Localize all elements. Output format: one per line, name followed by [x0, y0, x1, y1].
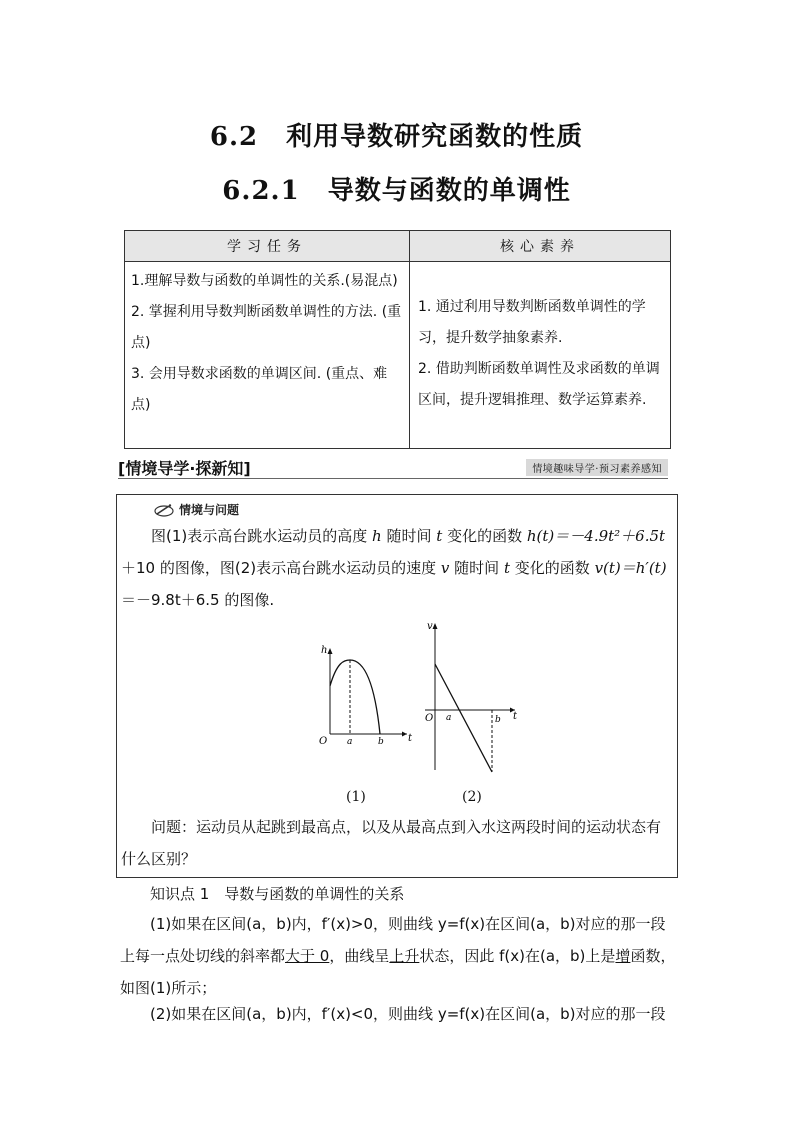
- p1-text: 状态，因此 f(x)在(a，b)上是: [419, 947, 616, 965]
- literacy-cell: [410, 262, 671, 449]
- p1-text: ，曲线呈: [329, 947, 390, 965]
- section-header-title: [情境导学·探新知]: [118, 459, 251, 478]
- blank-answer: 上升: [389, 947, 420, 965]
- section-number: 6.2: [209, 122, 259, 152]
- tasks-cell: [125, 262, 410, 449]
- graph1-caption: (1): [346, 789, 366, 805]
- intro-text: 随时间: [386, 527, 432, 545]
- intro-text: ＋10 的图像，图(2)表示高台跳水运动员的速度: [121, 559, 437, 577]
- var-t: t: [436, 527, 443, 545]
- pencil-cloud-icon: [153, 503, 175, 517]
- scenario-heading: [153, 501, 239, 518]
- v-function: v(t)＝h′(t): [594, 559, 667, 577]
- var-v: v: [440, 559, 450, 577]
- task-item: 3. 会用导数求函数的单调区间. (重点、难点): [131, 366, 388, 413]
- learning-goals-table: [124, 230, 671, 449]
- scenario-intro: [121, 520, 673, 616]
- graph1-label-o: O: [319, 736, 328, 747]
- knowledge-paragraph-2: [120, 998, 676, 1030]
- section-title: [0, 116, 793, 153]
- intro-text: 变化的函数: [447, 527, 523, 545]
- scenario-question: [121, 811, 673, 875]
- p1-text: (1)如果在区间(a，b)内，f′(x)>0，则曲线 y=f(x)在区间(a，b)对应的那一段上每一点处切线的斜率都: [120, 915, 666, 965]
- subsection-number: 6.2.1: [222, 176, 300, 206]
- height-curve: [330, 660, 380, 734]
- velocity-graph: [417, 622, 527, 777]
- graph1-label-b: b: [378, 737, 384, 747]
- knowledge-heading: [120, 878, 676, 910]
- question-text: 问题：运动员从起跳到最高点，以及从最高点到入水这两段时间的运动状态有什么区别？: [121, 818, 662, 868]
- task-item: 1.理解导数与函数的单调性的关系.(易混点): [131, 273, 398, 289]
- p2-text: (2)如果在区间(a，b)内，f′(x)<0，则曲线 y=f(x)在区间(a，b)对应的那一段: [150, 1005, 666, 1023]
- subsection-title-text: 导数与函数的单调性: [327, 176, 571, 206]
- intro-text: 图(1)表示高台跳水运动员的高度: [151, 527, 368, 545]
- scenario-box: [116, 494, 678, 878]
- section-header: [118, 456, 668, 479]
- var-h: h: [372, 527, 382, 545]
- literacy-item: 1. 通过利用导数判断函数单调性的学习，提升数学抽象素养.: [418, 299, 646, 346]
- graph1-label-t: t: [408, 733, 413, 744]
- blank-answer: 大于 0: [285, 947, 330, 965]
- graph2-label-o: O: [425, 713, 434, 724]
- graph2-label-v: v: [427, 621, 433, 632]
- graph2-caption: (2): [462, 789, 482, 805]
- intro-text: 随时间: [454, 559, 500, 577]
- graph1-t-arrow: [402, 732, 407, 737]
- literacy-item: 2. 借助判断函数单调性及求函数的单调区间，提升逻辑推理、数学运算素养.: [418, 361, 660, 408]
- scenario-heading-text: 情境与问题: [179, 503, 240, 517]
- graph2-label-t: t: [513, 711, 518, 722]
- knowledge-paragraph-1: [120, 908, 676, 1004]
- graph1-h-arrow: [328, 648, 333, 654]
- graph2-label-b: b: [495, 715, 501, 725]
- intro-text: 变化的函数: [514, 559, 590, 577]
- blank-answer: 增: [615, 947, 631, 965]
- graph1-label-h: h: [321, 645, 328, 656]
- velocity-line: [435, 664, 492, 772]
- intro-text: ＝－9.8t＋6.5 的图像.: [121, 591, 275, 609]
- graph2-v-arrow: [433, 623, 438, 629]
- graph2-label-a: a: [446, 713, 452, 723]
- section-header-tag: 情境趣味导学·预习素养感知: [526, 459, 668, 476]
- p1-text: 函数，如图(1)所示；: [120, 947, 676, 997]
- height-graph: [312, 640, 412, 745]
- knowledge-heading-text: 知识点 1 导数与函数的单调性的关系: [150, 885, 405, 903]
- table-header-tasks: 学习任务: [125, 231, 410, 262]
- h-function: h(t)＝－4.9t²＋6.5t: [526, 527, 666, 545]
- section-title-text: 利用导数研究函数的性质: [286, 122, 584, 152]
- var-t: t: [503, 559, 510, 577]
- graph1-label-a: a: [347, 737, 353, 747]
- table-header-literacy: 核心素养: [410, 231, 671, 262]
- task-item: 2. 掌握利用导数判断函数单调性的方法. (重点): [131, 304, 402, 351]
- subsection-title: [0, 170, 793, 207]
